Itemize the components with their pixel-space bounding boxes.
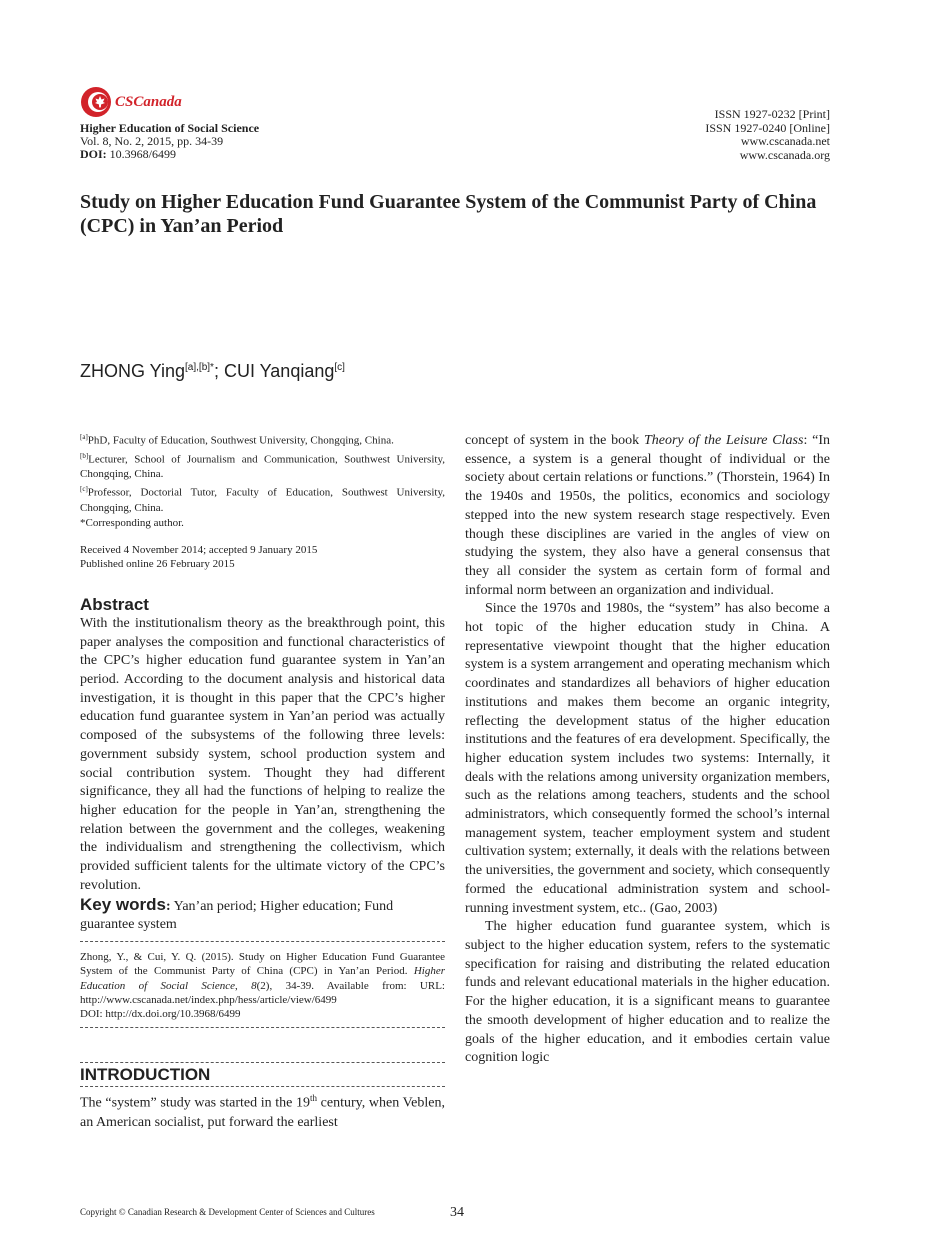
body-paragraph-1	[465, 432, 830, 600]
affiliations	[80, 430, 445, 531]
page-number: 34	[450, 1205, 464, 1220]
divider	[80, 1062, 445, 1063]
left-column	[80, 430, 445, 1132]
website-link-1[interactable]: www.cscanada.net	[740, 134, 830, 148]
keywords-colon: :	[165, 898, 171, 914]
citation-journal: Higher Education of Social Science	[80, 965, 445, 992]
divider	[80, 1086, 445, 1087]
copyright: Copyright © Canadian Research & Development Center of Sciences and Cultures	[80, 1207, 375, 1217]
abstract-text: With the institutionalism theory as the breakthrough point, this paper analyses the composition and functional characteristics of the CPC’s higher education fund guarantee system in Yan’an period. According to the document analysis and historical data investigation, it is thought in this paper that the CPC’s higher education fund guarantee system in Yan’an period was actually composed of the subsystems of the following three levels: government subsidy system, school production system and social contribution system. Thought they had different significance, they all had the functions of helping to realize the higher education for the people in Yan’an, strengthening the relation between the government and the colleges, weakening the individualism and strengthening the collectivism, which provided sufficient talents for the ultimate victory of the CPC’s revolution.	[80, 615, 445, 893]
publisher-name: CSCanada	[115, 93, 182, 110]
citation	[80, 942, 445, 1027]
received-date: Received 4 November 2014; accepted 9 January 2015	[80, 543, 318, 556]
author-2: CUI Yanqiang	[223, 361, 335, 381]
affiliation-a	[80, 430, 445, 449]
citation-url[interactable]: (2), 34-39. Available from: URL: http://www.cscanada.net/index.php/hess/article/view/6499	[80, 979, 445, 1006]
article-title: Study on Higher Education Fund Guarantee System of the Communist Party of China (CPC) in Yan’an Period	[80, 191, 817, 237]
p1-text-a: concept of system in the book	[465, 433, 644, 448]
introduction-paragraph	[80, 1089, 445, 1132]
volume-info: Vol. 8, No. 2, 2015, pp. 34-39	[80, 134, 224, 148]
journal-info	[80, 122, 259, 161]
affiliation-b-mark: [b]	[80, 451, 89, 460]
author-separator: ;	[213, 361, 224, 381]
affiliation-c	[80, 482, 445, 516]
intro-sup: th	[310, 1093, 318, 1104]
p1-text-b: : “In essence, a system is a general thought of individual or the society about certain relations or functions.” (Thorstein, 1964) In the 1940s and 1950s, the politics, economics and sociology stepped into the new system research stage respectively. Even though these disciplines are varied in the angles of view on studying the system, they also have a general consensus that they all consider the system as certain form of formal and informal norm between an organization and individual.	[465, 433, 831, 598]
p1-book-title: Theory of the Leisure Class	[643, 433, 804, 448]
journal-title: Higher Education of Social Science	[80, 121, 260, 135]
website-link-2[interactable]: www.cscanada.org	[739, 147, 830, 162]
published-date: Published online 26 February 2015	[80, 558, 235, 571]
citation-doi[interactable]: DOI: http://dx.doi.org/10.3968/6499	[80, 1008, 241, 1021]
abstract-heading: Abstract	[80, 594, 149, 614]
keywords-text: Yan’an period; Higher education; Fund guarantee system	[80, 898, 394, 933]
article-dates	[80, 543, 445, 572]
doi-line	[80, 148, 259, 161]
affiliation-b-text: Lecturer, School of Journalism and Communication, Southwest University, Chongqing, China.	[80, 453, 445, 481]
citation-volume: 8	[251, 979, 257, 992]
divider	[80, 1027, 445, 1028]
affiliation-c-mark: [c]	[80, 485, 88, 494]
doi-value: 10.3968/6499	[106, 147, 177, 161]
author-line	[80, 361, 345, 382]
keywords	[80, 896, 445, 935]
body-paragraph-2: Since the 1970s and 1980s, the “system” has also become a hot topic of the higher education study in China. A representative viewpoint thought that the higher education system is a system arrangement and operating mechanism which coordinates and standardizes all behaviors of higher education institutions and makes them become an organic integrity, reflecting the development status of the higher education institutions and the features of era development. Specifically, the higher education system includes two systems: Internally, it deals with the relations among university organization members, such as the relations among teachers, students and the school administrators, which consequently formed the school’s internal management system, teacher employment system and student cultivation system; externally, it deals with the relations between the universities, the government and society, which consequently formed the educational administration system and school-running investment system, etc.. (Gao, 2003)	[465, 601, 830, 916]
introduction-heading: INTRODUCTION	[80, 1065, 211, 1085]
issn-block	[705, 108, 830, 162]
author-1: ZHONG Ying	[80, 361, 186, 381]
doi-label: DOI:	[80, 147, 107, 161]
affiliation-a-mark: [a]	[80, 433, 88, 441]
author-2-affiliation-mark: [c]	[334, 362, 345, 373]
affiliation-b	[80, 449, 445, 483]
publisher-logo	[80, 86, 182, 118]
body-paragraph-3: The higher education fund guarantee system, which is subject to the higher education system, refers to the systematic specification for raising and distributing the related education funds and relevant educational materials in the higher education. For the higher education, it is a significant means to guarantee the smooth development of higher education and to realize the goals of the higher education, and it embodies certain value cognition logic	[465, 919, 830, 1066]
intro-text-a: The “system” study was started in the 19	[80, 1096, 311, 1112]
author-1-affiliation-mark: [a],[b]*	[185, 362, 214, 373]
right-column	[465, 432, 830, 1068]
issn-online: ISSN 1927-0240 [Online]	[705, 120, 830, 135]
issn-print: ISSN 1927-0232 [Print]	[714, 107, 830, 121]
citation-text: Zhong, Y., & Cui, Y. Q. (2015). Study on Higher Education Fund Guarantee System of the Communist Party of China (CPC) in Yan’an Period.	[80, 950, 445, 978]
affiliation-c-text: Professor, Doctorial Tutor, Faculty of Education, Southwest University, Chongqing, China.	[80, 486, 445, 514]
maple-leaf-logo-icon	[80, 86, 112, 118]
corresponding-author: *Corresponding author.	[80, 516, 184, 529]
intro-text-b: century, when Veblen, an American socialist, put forward the earliest	[80, 1096, 445, 1130]
keywords-label: Key words	[80, 894, 166, 914]
citation-sep: ,	[235, 979, 252, 992]
affiliation-a-text: PhD, Faculty of Education, Southwest University, Chongqing, China.	[87, 434, 394, 447]
